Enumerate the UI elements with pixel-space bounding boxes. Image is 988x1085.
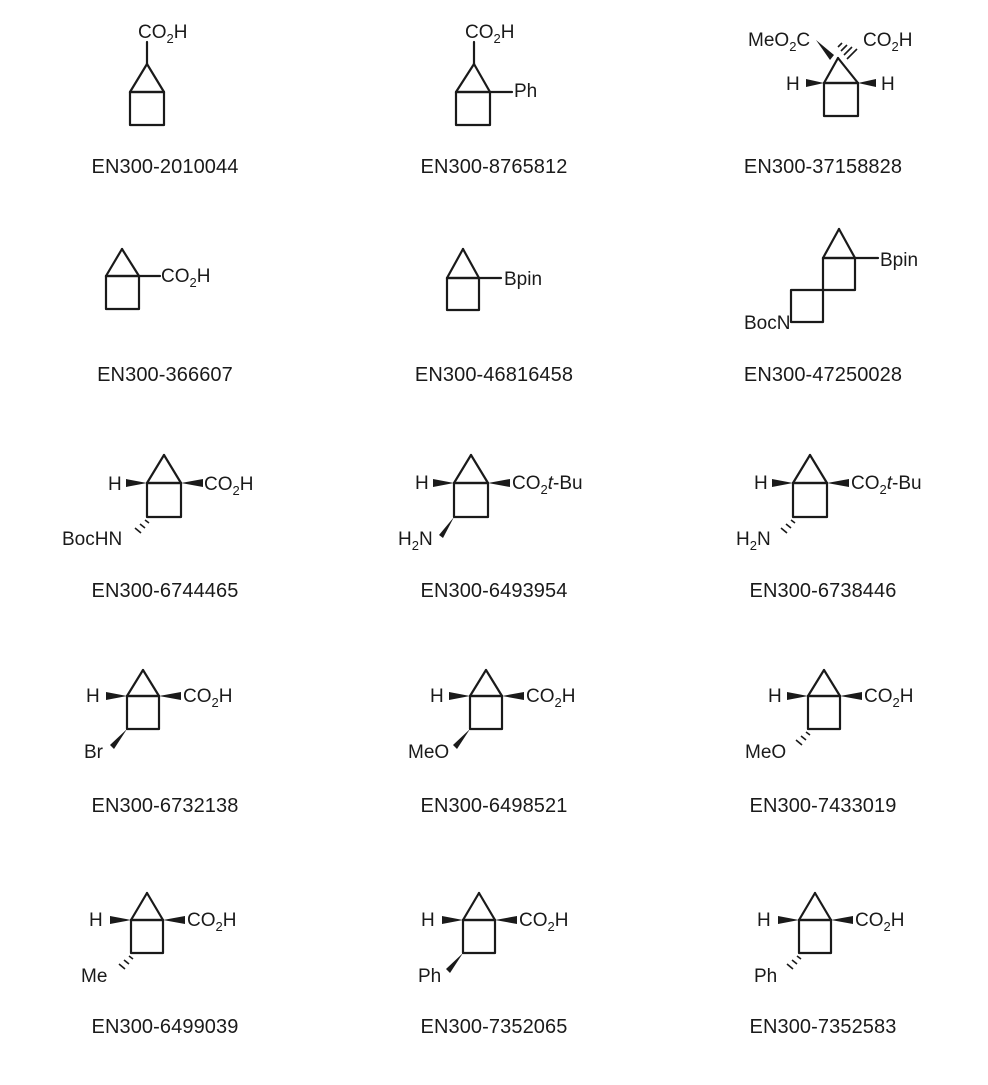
structure-drawing: [0, 0, 330, 150]
label-me: Me: [81, 966, 108, 987]
label-ph: Ph: [418, 966, 442, 987]
catalog-code: EN300-6498521: [420, 795, 568, 817]
label-h: H: [768, 686, 782, 707]
label-h: H: [430, 686, 444, 707]
catalog-code: EN300-37158828: [743, 156, 903, 178]
compound-card: [0, 648, 330, 863]
compound-card: [329, 0, 659, 215]
label-co2h: $CO_2H$: [519, 910, 569, 934]
label-h: H: [757, 910, 771, 931]
label-h: H: [89, 910, 103, 931]
structure-drawing: [329, 870, 659, 1020]
structure-drawing: [329, 0, 659, 150]
structure-drawing: [0, 432, 330, 582]
label-h2n: $H_2N$: [736, 529, 771, 553]
compound-card: [329, 432, 659, 647]
compound-card: [0, 0, 330, 215]
label-co2tbu: $CO_2t-Bu$: [512, 473, 583, 497]
label-h: H: [881, 74, 895, 95]
label-ph: Ph: [754, 966, 778, 987]
catalog-code: EN300-8765812: [420, 156, 568, 178]
catalog-code: EN300-7352065: [420, 1016, 568, 1038]
label-h: H: [108, 474, 122, 495]
compound-card: [658, 870, 988, 1085]
label-co2h: $CO_2H$: [465, 22, 515, 46]
catalog-code: EN300-6738446: [749, 580, 897, 602]
structure-drawing: [658, 216, 988, 366]
compound-card: [658, 648, 988, 863]
structure-drawing: [658, 432, 988, 582]
label-br: Br: [84, 742, 103, 763]
catalog-code: EN300-7433019: [749, 795, 897, 817]
compound-card: [658, 216, 988, 431]
label-meo: MeO: [408, 742, 450, 763]
compound-card: [0, 870, 330, 1085]
label-h: H: [786, 74, 800, 95]
label-h: H: [754, 473, 768, 494]
label-co2h: $CO_2H$: [863, 30, 913, 54]
label-co2h: $CO_2H$: [855, 910, 905, 934]
label-bpin: Bpin: [880, 250, 919, 271]
structure-drawing: [329, 216, 659, 366]
label-co2h: $CO_2H$: [204, 474, 254, 498]
catalog-code: EN300-2010044: [91, 156, 239, 178]
compound-card: [329, 648, 659, 863]
label-meo: MeO: [745, 742, 787, 763]
structure-drawing: [658, 870, 988, 1020]
catalog-code: EN300-46816458: [414, 364, 574, 386]
catalog-code: EN300-47250028: [743, 364, 903, 386]
label-bocn: BocN: [744, 313, 791, 334]
structure-drawing: [0, 648, 330, 798]
catalog-code: EN300-366607: [97, 364, 233, 386]
compound-card: [658, 432, 988, 647]
catalog-code: EN300-6732138: [91, 795, 239, 817]
compound-card: [329, 216, 659, 431]
label-h: H: [86, 686, 100, 707]
catalog-code: EN300-6499039: [91, 1016, 239, 1038]
label-h: H: [415, 473, 429, 494]
catalog-code: EN300-7352583: [749, 1016, 897, 1038]
compound-card: [658, 0, 988, 215]
structure-drawing: [0, 870, 330, 1020]
label-co2h: $CO_2H$: [864, 686, 914, 710]
structure-drawing: [658, 0, 988, 150]
label-co2h: $CO_2H$: [161, 266, 211, 290]
label-co2tbu: $CO_2t-Bu$: [851, 473, 922, 497]
label-co2h: $CO_2H$: [526, 686, 576, 710]
label-bochn: BocHN: [62, 529, 123, 550]
compound-card: [0, 432, 330, 647]
label-co2h: $CO_2H$: [138, 22, 188, 46]
catalog-code: EN300-6493954: [420, 580, 568, 602]
structure-drawing: [0, 216, 330, 366]
label-co2h: $CO_2H$: [187, 910, 237, 934]
structure-drawing: [658, 648, 988, 798]
label-bpin: Bpin: [504, 269, 543, 290]
label-h: H: [421, 910, 435, 931]
label-meo2c: MeO$_2$C: [748, 30, 811, 54]
label-h2n: $H_2N$: [398, 529, 433, 553]
catalog-code: EN300-6744465: [91, 580, 239, 602]
structure-drawing: [329, 648, 659, 798]
compound-card: [0, 216, 330, 431]
label-ph: Ph: [514, 81, 538, 102]
compound-card: [329, 870, 659, 1085]
structure-drawing: [329, 432, 659, 582]
label-co2h: $CO_2H$: [183, 686, 233, 710]
